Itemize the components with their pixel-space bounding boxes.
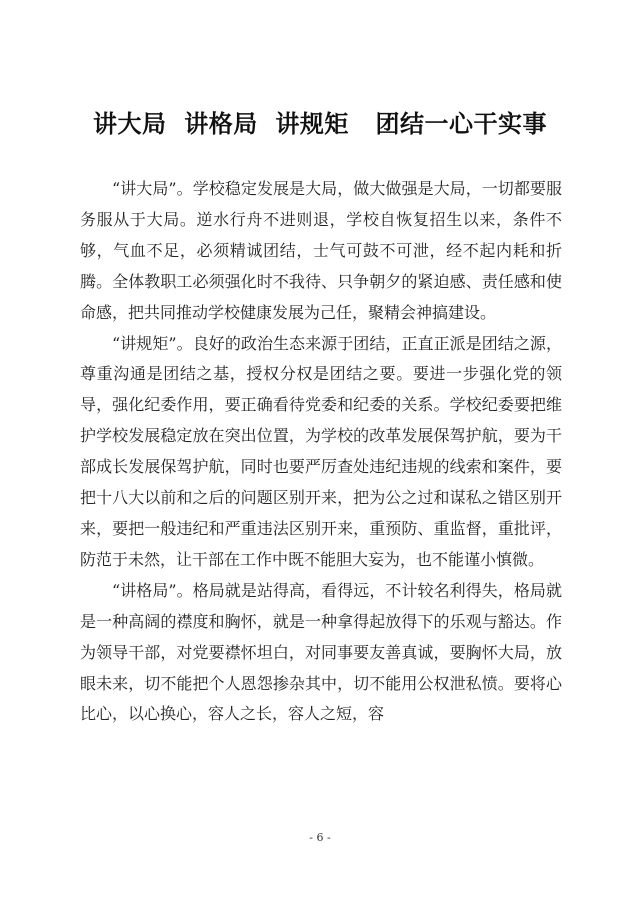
- paragraph-big-picture: “讲大局”。学校稳定发展是大局，做大做强是大局，一切都要服务服从于大局。逆水行舟不进则退，学校自恢复招生以来，条件不够，气血不足，必须精诚团结，士气可鼓不可泄，经不起内耗和折腾。全体教职工必须强化时不我待、只争朝夕的紧迫感、责任感和使命感，把共同推动学校健康发展为己任，聚精会神搞建设。: [80, 179, 562, 322]
- paragraph-rules: “讲规矩”。良好的政治生态来源于团结，正直正派是团结之源，尊重沟通是团结之基，授权分权是团结之要。要进一步强化党的领导，强化纪委作用，要正确看待党委和纪委的关系。学校纪委要把维护学校发展稳定放在突出位置，为学校的改革发展保驾护航，要为干部成长发展保驾护航，同时也要严厉查处违纪违规的线索和案件，要把十八大以前和之后的问题区别开来，把为公之过和谋私之错区别开来，要把一般违纪和严重违法区别开来，重预防、重监督，重批评，防范于未然，让干部在工作中既不能胆大妄为，也不能谨小慎微。: [80, 333, 562, 569]
- paragraph-vision: “讲格局”。格局就是站得高，看得远，不计较名利得失，格局就是一种高阔的襟度和胸怀，就是一种拿得起放得下的乐观与豁达。作为领导干部，对党要襟怀坦白，对同事要友善真诚，要胸怀大局，放眼未来，切不能把个人恩怨掺杂其中，切不能用公权泄私愤。要将心比心，以心换心，容人之长，容人之短，容: [80, 580, 562, 724]
- document-body: [80, 174, 562, 730]
- page-number: - 6 -: [309, 831, 331, 844]
- document-title: 讲大局 讲格局 讲规矩 团结一心干实事: [93, 110, 547, 138]
